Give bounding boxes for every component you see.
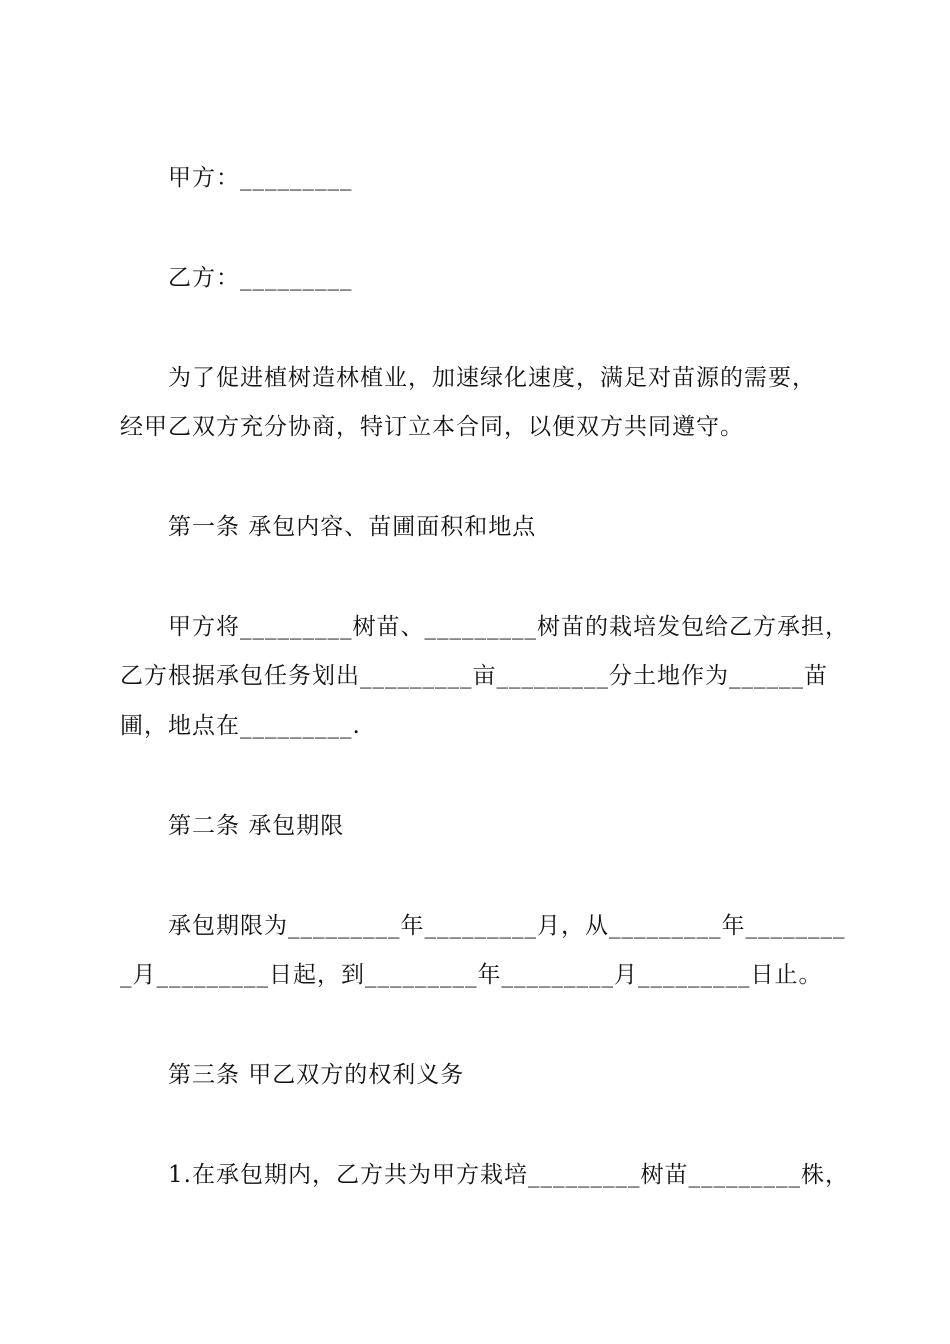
article-2-heading: 第二条 承包期限 <box>168 813 345 839</box>
article-1-line-2: 乙方根据承包任务划出_________亩_________分土地作为______苗 <box>120 663 828 689</box>
party-a-line: 甲方：_________ <box>168 165 353 191</box>
article-3-line-1: 1.在承包期内，乙方共为甲方栽培_________树苗_________株， <box>168 1162 849 1188</box>
article-1-line-1: 甲方将_________树苗、_________树苗的栽培发包给乙方承担， <box>168 614 849 640</box>
article-1-line-3: 圃，地点在_________. <box>120 713 361 739</box>
party-b-line: 乙方：_________ <box>168 265 353 291</box>
preamble-line-2: 经甲乙双方充分协商，特订立本合同，以便双方共同遵守。 <box>120 414 744 440</box>
article-3-heading: 第三条 甲乙双方的权利义务 <box>168 1062 465 1088</box>
article-1-heading: 第一条 承包内容、苗圃面积和地点 <box>168 514 537 540</box>
article-2-line-2: _月_________日起，到_________年_________月_________日止。 <box>120 962 823 988</box>
preamble-line-1: 为了促进植树造林植业，加速绿化速度，满足对苗源的需要， <box>168 365 816 391</box>
article-2-line-1: 承包期限为_________年_________月，从_________年________ <box>168 913 846 939</box>
